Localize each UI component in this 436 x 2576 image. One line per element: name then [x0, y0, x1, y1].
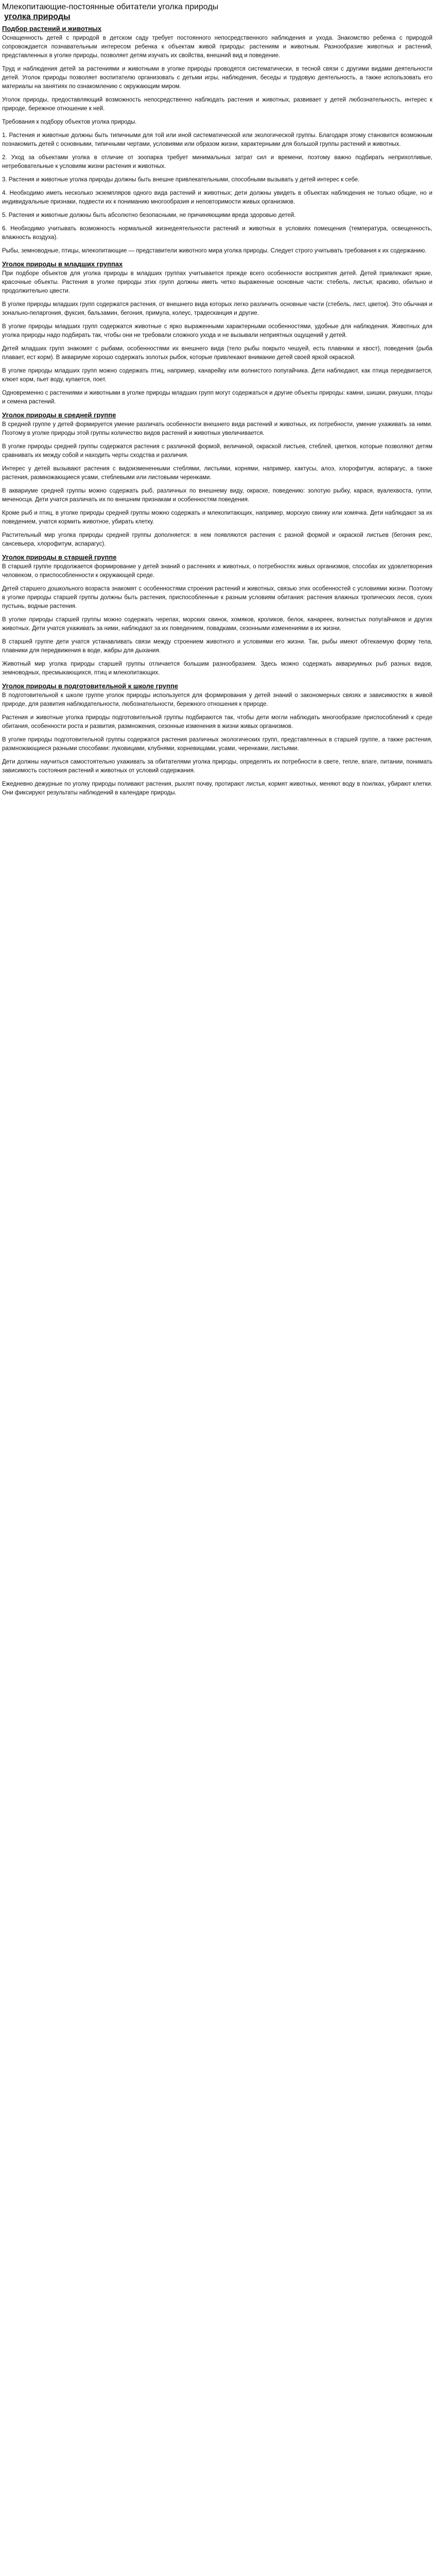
paragraph: В средней группе у детей формируется умение различать особенности внешнего вида растений и животных, их потребности, умение ухаживать за ними. Поэтому в уголке природы этой группы количество видов растений и животных увеличивается.	[2, 421, 432, 436]
paragraph: В уголке природы младших групп содержатся животные с ярко выраженными характерными особенностями, удобные для наблюдения. Животных для уголка природы надо подбирать так, чтобы они не требовали сложного ухода и не вызывали неприятных ощущений у детей.	[2, 324, 432, 338]
paragraph: 1. Растения и животные должны быть типичными для той или иной систематической или экологической группы. Благодаря этому становится возможным познакомить детей с основными, типичными чертами, условиями или образом жизни, характерными для большой группы растений и животных.	[2, 132, 432, 147]
document-body	[2, 25, 432, 798]
paragraph: В подготовительной к школе группе уголок природы используется для формирования у детей знаний о закономерных связях и зависимостях в живой природе, для развития наблюдательности, любознательности, бережного отношения к природе.	[2, 692, 432, 707]
paragraph: Дети должны научиться самостоятельно ухаживать за обитателями уголка природы, определять их потребности в свете, тепле, влаге, питании, понимать зависимость состояния растений и животных от условий содержания.	[2, 759, 432, 774]
paragraph: 2. Уход за объектами уголка в отличие от зоопарка требует минимальных затрат сил и времени, поэтому важно подбирать неприхотливые, нетребовательные к условиям жизни растения и животных.	[2, 155, 432, 170]
paragraph: Труд и наблюдения детей за растениями и животными в уголке природы проводятся систематически, в тесной связи с другими видами деятельности детей. Уголок природы позволяет воспитателю организовать с детьми игры, наблюдения, беседы и трудовую деятельность, а также использовать его материалы на занятиях по ознакомлению с окружающим миром.	[2, 66, 432, 90]
paragraph: В уголке природы младших групп можно содержать птиц, например, канарейку или волнистого попугайчика. Дети наблюдают, как птица передвигается, клюет корм, пьет воду, купается, поет.	[2, 368, 432, 383]
paragraph: Интерес у детей вызывают растения с видоизмененными стеблями, листьями, корнями, например, кактусы, алоэ, хлорофитум, аспарагус, а также растения, размножающиеся усами, стеблевыми или листовыми черенками.	[2, 466, 432, 481]
paragraph: При подборе объектов для уголка природы в младших группах учитывается прежде всего особенности восприятия детей. Детей привлекают яркие, красочные объекты. Растения в уголке природы этих групп должны иметь четко выраженные основные части: стебель, листья; красиво, обильно и продолжительно цвести.	[2, 270, 432, 294]
paragraph: Оснащенность детей с природой в детском саду требует постоянного непосредственного наблюдения и ухода. Знакомство ребенка с природой сопровождается познавательным интересом ребенка к объектам живой природы: растениям и животным. Разнообразие животных и растений, представленных в уголке природы, позволяет детям изучать их свойства, внешний вид и поведение.	[2, 35, 432, 59]
paragraph: 5. Растения и животные должны быть абсолютно безопасными, не причиняющими вреда здоровью детей.	[2, 212, 296, 218]
paragraph: В уголке природы старшей группы можно содержать черепах, морских свинок, хомяков, кроликов, белок, канареек, волнистых попугайчиков и других животных. Дети учатся ухаживать за ними, наблюдают за их поведением, повадками, сезонными изменениями в их жизни.	[2, 617, 432, 632]
section-heading: Уголок природы в младших группах	[2, 260, 123, 268]
document-page	[2, 2, 432, 802]
paragraph: 6. Необходимо учитывать возможность нормальной жизнедеятельности растений и животных в условиях помещения (температура, освещенность, влажность воздуха).	[2, 226, 432, 241]
document-title: Млекопитающие-постоянные обитатели уголка природы	[2, 3, 219, 11]
paragraph: Растения и животные уголка природы подготовительной группы подбираются так, чтобы дети могли наблюдать многообразие приспособлений к среде обитания, особенности роста и развития, размножения, сезонные изменения в жизни живых организмов.	[2, 715, 432, 730]
paragraph: Кроме рыб и птиц, в уголке природы средней группы можно содержать и млекопитающих, например, морскую свинку или хомячка. Дети наблюдают за их поведением, учатся кормить животное, убирать клетку.	[2, 510, 432, 525]
section-heading: Уголок природы в средней группе	[2, 411, 116, 419]
paragraph: 4. Необходимо иметь несколько экземпляров одного вида растений и животных; дети должны увидеть в объектах наблюдения не только общие, но и индивидуальные признаки, подвести их к пониманию многообразия и неповторимости живых организмов.	[2, 190, 432, 205]
paragraph: Одновременно с растениями и животными в уголке природы младших групп могут содержаться и другие объекты природы: камни, шишки, ракушки, плоды и семена растений.	[2, 390, 432, 405]
paragraph: В уголке природы средней группы содержатся растения с различной формой, величиной, окраской листьев, стеблей, цветков, которые позволяют детям сравнивать их между собой и находить черты сходства и различия.	[2, 444, 432, 459]
paragraph: Требования к подбору объектов уголка природы.	[2, 119, 137, 125]
paragraph: Детей старшего дошкольного возраста знакомят с особенностями строения растений и животных, связью этих особенностей с условиями жизни. Поэтому в уголке природы старшей группы должны быть растения, приспособленные к разным условиям обитания: растения влажных тропических лесов, сухих пустынь, водные растения.	[2, 586, 432, 609]
paragraph: Ежедневно дежурные по уголку природы поливают растения, рыхлят почву, протирают листья, кормят животных, меняют воду в поилках, убирают клетки. Они фиксируют результаты наблюдений в календаре природы.	[2, 781, 432, 796]
paragraph: Растительный мир уголка природы средней группы дополняется: в нем появляются растения с разной формой и окраской листьев (бегония рекс, сансевьера, хлорофитум, аспарагус).	[2, 532, 432, 547]
paragraph: Рыбы, земноводные, птицы, млекопитающие — представители животного мира уголка природы. Следует строго учитывать требования к их содержанию.	[2, 248, 427, 254]
document-subtitle: уголка природы	[4, 12, 71, 21]
paragraph: Детей младших групп знакомят с рыбами, особенностями их внешнего вида (тело рыбы покрыто чешуей, есть плавники и хвост), поведения (рыба плавает, ест корм). В аквариуме хорошо содержать золотых рыбок, которые привлекают внимание детей своей яркой окраской.	[2, 346, 432, 361]
paragraph: Уголок природы, предоставляющий возможность непосредственно наблюдать растения и животных, развивает у детей любознательность, интерес к природе, бережное отношение к ней.	[2, 97, 432, 112]
paragraph: В уголке природы подготовительной группы содержатся растения различных экологических групп, представленных в старшей группе, а также растения, размножающиеся разными способами: луковицами, клубнями, корневищами, усами, черенками, листьями.	[2, 737, 432, 752]
paragraph: Животный мир уголка природы старшей группы отличается большим разнообразием. Здесь можно содержать аквариумных рыб разных видов, земноводных, пресмыкающихся, птиц и млекопитающих.	[2, 661, 432, 676]
paragraph: 3. Растения и животные уголка природы должны быть внешне привлекательными, способными вызывать у детей интерес к себе.	[2, 177, 360, 183]
paragraph: В аквариуме средней группы можно содержать рыб, различных по внешнему виду, окраске, поведению: золотую рыбку, карася, вуалехвоста, гуппи, меченосца. Дети учатся различать их по внешним признакам и особенностям поведения.	[2, 488, 432, 503]
section-heading: Подбор растений и животных	[2, 25, 102, 32]
paragraph: В старшей группе продолжается формирование у детей знаний о растениях и животных, о потребностях живых организмов, способах их удовлетворения человеком, о приспособленности к окружающей среде.	[2, 564, 432, 579]
paragraph: В старшей группе дети учатся устанавливать связи между строением животного и условиями его жизни. Так, рыбы имеют обтекаемую форму тела, плавники для передвижения в воде, жабры для дыхания.	[2, 639, 432, 654]
paragraph: В уголке природы младших групп содержатся растения, от внешнего вида которых легко различить основные части (стебель, лист, цветок). Это обычная и зонально-пеларгония, фуксия, бальзамин, бегония, примула, колеус, традесканция и другие.	[2, 301, 432, 316]
section-heading: Уголок природы в подготовительной к школе группе	[2, 682, 178, 690]
section-heading: Уголок природы в старшей группе	[2, 553, 117, 561]
